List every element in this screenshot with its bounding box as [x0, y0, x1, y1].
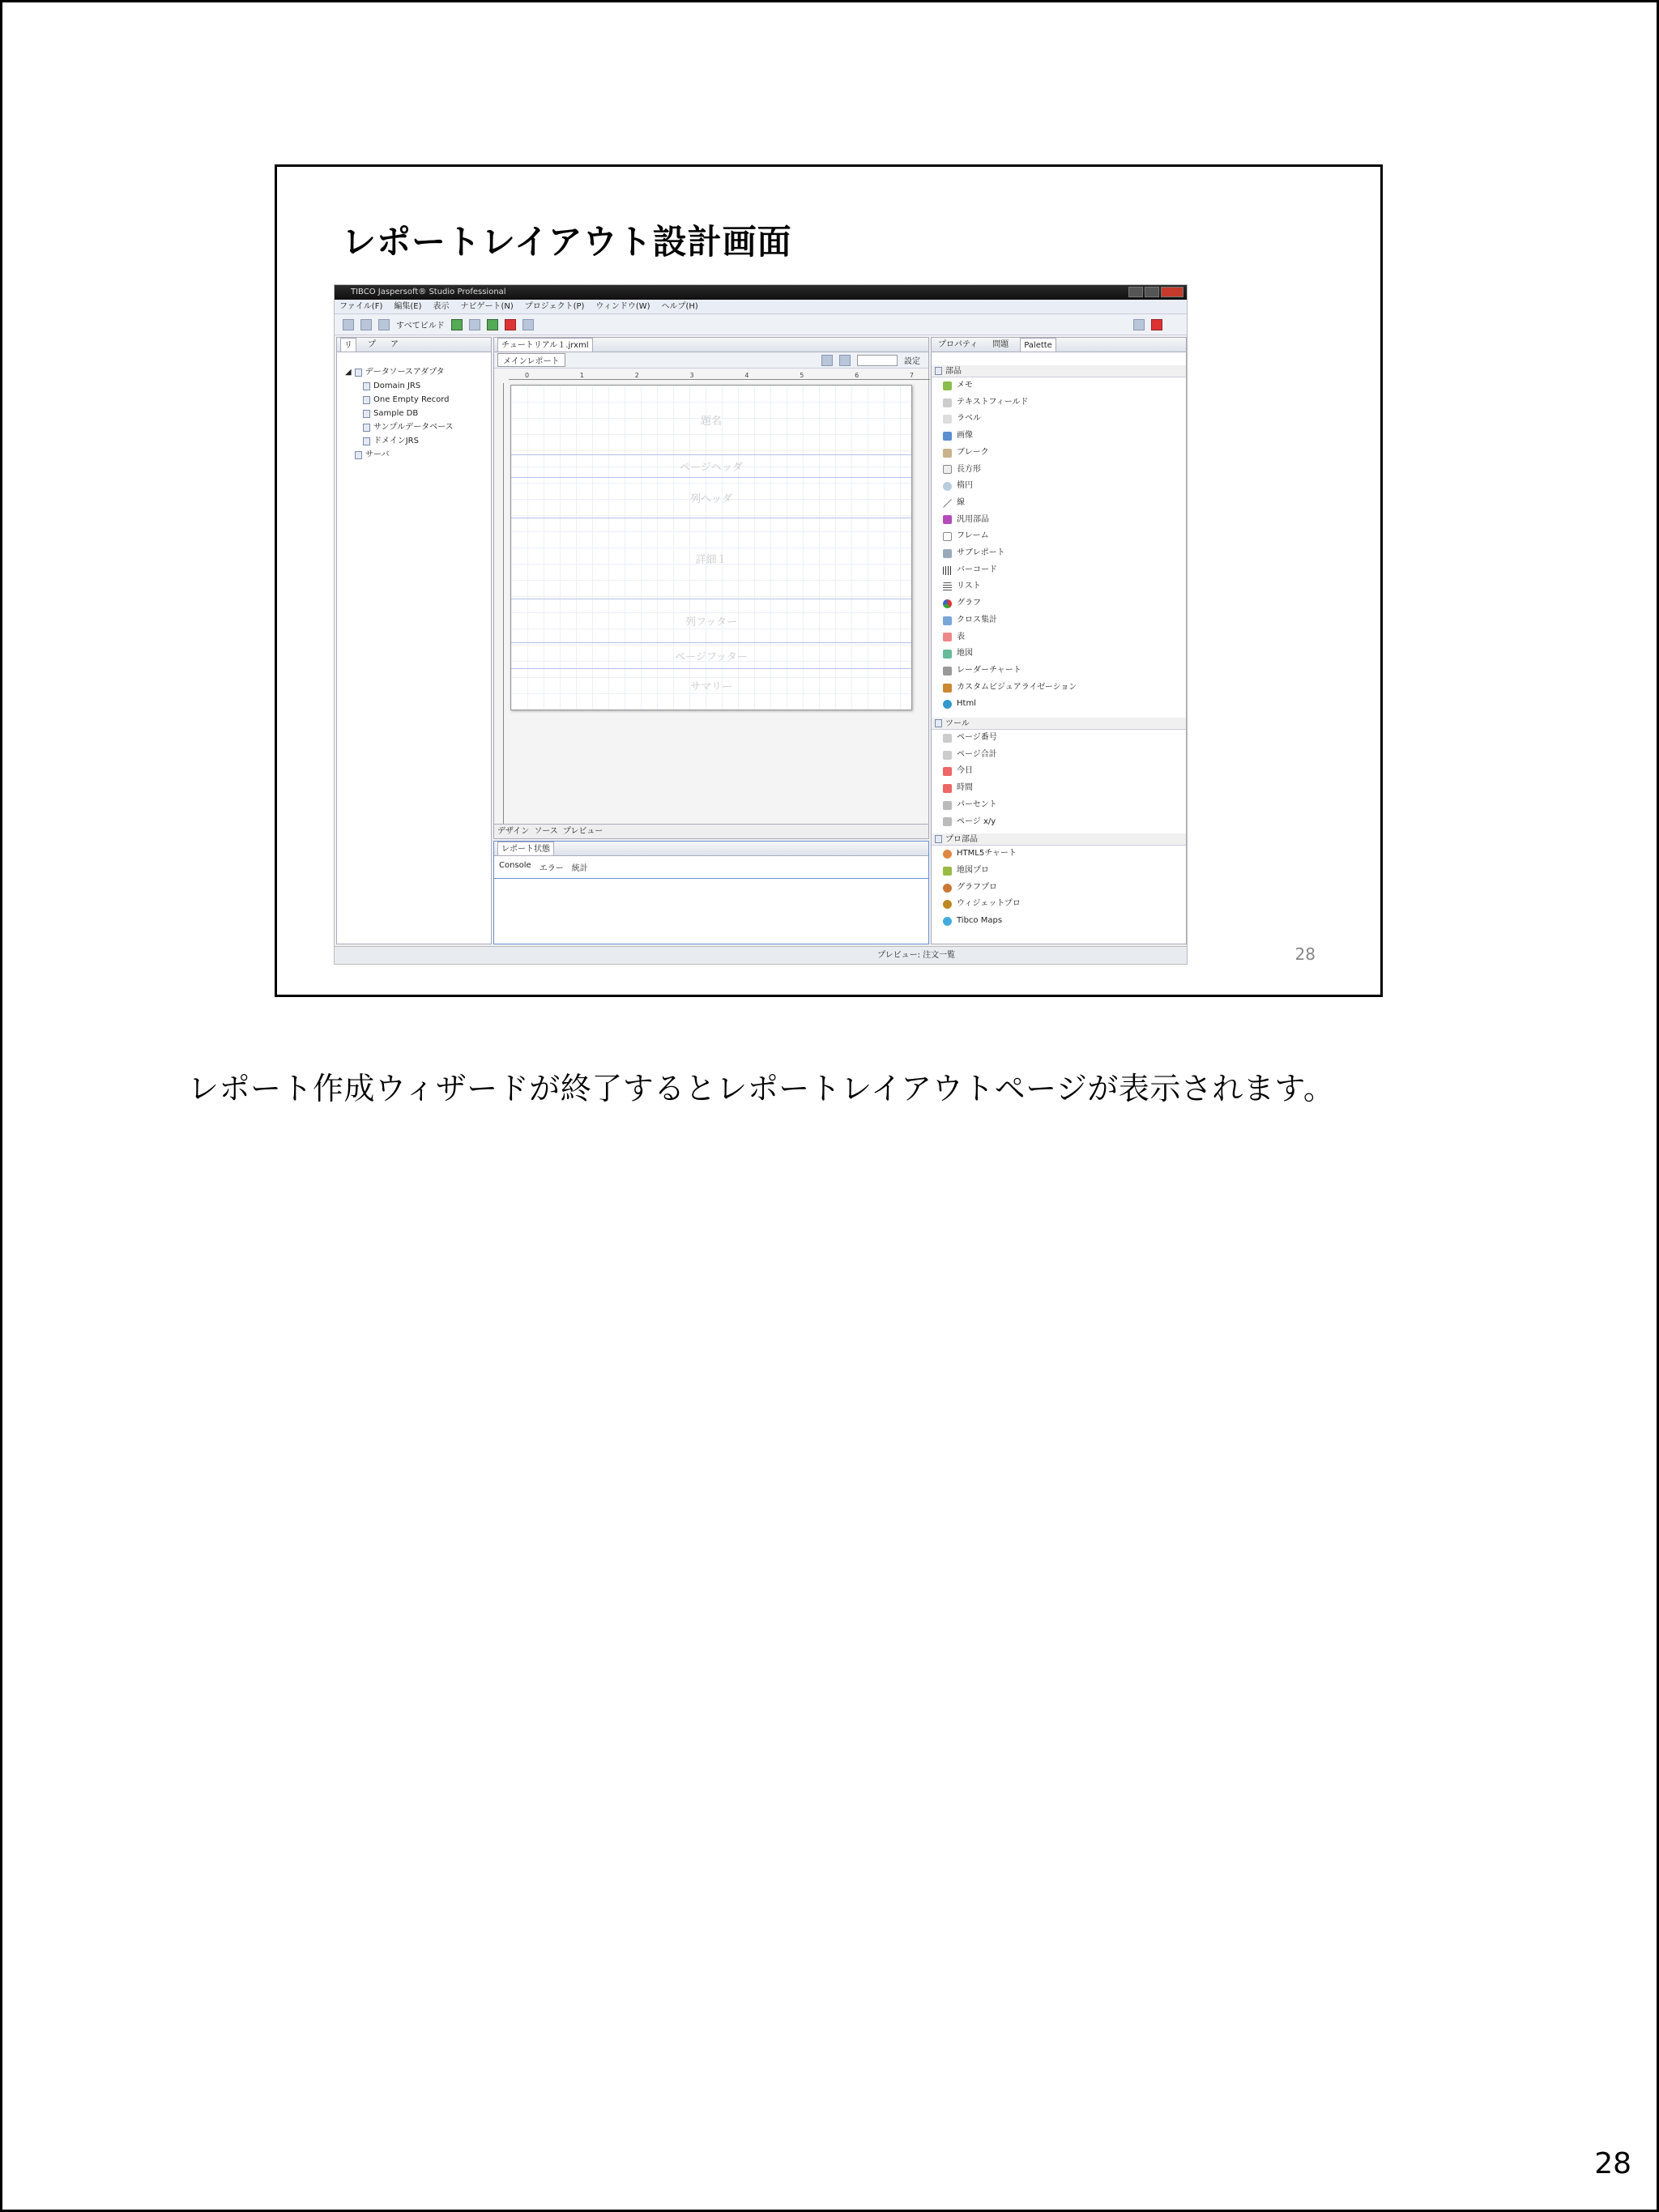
html-icon — [943, 700, 952, 709]
tab-design[interactable]: デザイン — [497, 827, 530, 836]
text-field-icon — [943, 399, 952, 407]
app-screenshot — [334, 284, 1188, 965]
tree-item-sample-database[interactable]: サンプルデータベース — [345, 420, 483, 434]
palette-item-time[interactable]: 時間 — [943, 780, 1186, 797]
expand-arrow-icon[interactable]: ◢ — [345, 368, 352, 377]
perspective-icon[interactable] — [1133, 319, 1145, 330]
palette-item-text-field[interactable]: テキストフィールド — [943, 394, 1186, 411]
subreport-icon — [943, 549, 952, 558]
table-icon — [943, 633, 952, 641]
palette-item-page-total[interactable]: ページ合計 — [943, 747, 1186, 764]
band-detail[interactable]: 詳細１ — [511, 518, 911, 599]
palette-pro-list — [932, 846, 1186, 930]
console-tabs — [494, 856, 928, 879]
band-column-header[interactable]: 列ヘッダ — [511, 478, 911, 518]
caption: レポート作成ウィザードが終了するとレポートレイアウトページが表示されます。 — [188, 1071, 1335, 1106]
palette-item-subreport[interactable]: サブレポート — [943, 545, 1186, 562]
break-icon — [943, 449, 952, 458]
palette-item-barcode[interactable]: バーコード — [943, 562, 1186, 579]
tree-item-one-empty-record[interactable]: One Empty Record — [345, 393, 483, 407]
report-design-page[interactable] — [510, 385, 912, 710]
tab-preview[interactable]: プレビュー — [562, 827, 603, 836]
zoom-out-icon[interactable] — [839, 355, 851, 366]
palette-item-page-xy[interactable]: ページ x/y — [943, 814, 1186, 831]
palette-toolbar — [932, 352, 1186, 365]
palette-elements-list — [932, 377, 1186, 713]
widget-pro-icon — [943, 900, 952, 909]
folder-icon — [355, 369, 362, 377]
menu-project[interactable]: プロジェクト(P) — [524, 302, 585, 311]
status-bar — [335, 946, 1187, 964]
palette-item-html[interactable]: Html — [943, 696, 1186, 713]
maximize-icon[interactable] — [1145, 287, 1159, 297]
band-page-footer[interactable]: ページフッター — [511, 643, 911, 669]
tab-source[interactable]: ソース — [534, 827, 558, 836]
palette-item-today[interactable]: 今日 — [943, 763, 1186, 780]
tree-item-data-adapters[interactable]: ◢ データソースアダプタ — [345, 365, 483, 379]
tree-item-server[interactable]: サーバ — [345, 448, 483, 462]
tab-project[interactable]: プ — [368, 340, 376, 349]
barcode-icon — [943, 566, 952, 575]
list-icon — [943, 582, 952, 591]
horizontal-ruler: 0 1 2 3 4 5 6 7 — [509, 372, 930, 380]
page-number: 28 — [1594, 2147, 1631, 2180]
palette-tools-list — [932, 730, 1186, 830]
report-state-panel — [493, 841, 929, 944]
palette-item-chart-pro[interactable]: グラフプロ — [943, 880, 1186, 897]
debug-icon[interactable] — [505, 319, 516, 330]
palette-item-crosstab[interactable]: クロス集計 — [943, 612, 1186, 629]
image-icon — [943, 432, 952, 441]
window-title: TIBCO Jaspersoft® Studio Professional — [351, 288, 506, 296]
palette-panel — [931, 337, 1187, 944]
memo-icon — [943, 381, 952, 390]
tab-properties[interactable]: プロパティ — [938, 340, 979, 349]
palette-item-radar-chart[interactable]: レーダーチャート — [943, 663, 1186, 680]
palette-item-break[interactable]: ブレーク — [943, 445, 1186, 462]
tree-item-domain-jrs-ja[interactable]: ドメインJRS — [345, 434, 483, 448]
build-all-button[interactable]: すべてビルド — [396, 322, 445, 330]
crosstab-icon — [943, 616, 952, 625]
adapter-icon — [363, 396, 370, 404]
zoom-combo[interactable] — [857, 355, 898, 366]
tab-problems[interactable]: 問題 — [992, 340, 1009, 349]
generic-element-icon — [943, 515, 952, 524]
palette-item-rectangle[interactable]: 長方形 — [943, 462, 1186, 479]
band-page-header[interactable]: ページヘッダ — [511, 455, 911, 478]
page-number-icon — [943, 734, 952, 743]
menu-window[interactable]: ウィンドウ(W) — [595, 302, 650, 311]
band-column-footer[interactable]: 列フッター — [511, 599, 911, 643]
palette-item-image[interactable]: 画像 — [943, 428, 1186, 445]
tab-tutorial-jrxml[interactable]: チュートリアル１.jrxml — [497, 338, 593, 352]
palette-item-map-pro[interactable]: 地図プロ — [943, 863, 1186, 880]
radar-chart-icon — [943, 667, 952, 676]
report-icon[interactable] — [469, 319, 480, 330]
save-icon[interactable] — [360, 319, 372, 330]
jaspersoft-perspective-icon[interactable] — [1151, 319, 1162, 330]
palette-section-pro[interactable]: プロ部品 — [932, 833, 1186, 846]
repository-tree — [337, 360, 491, 467]
palette-item-percent[interactable]: パーセント — [943, 797, 1186, 814]
rectangle-icon — [943, 465, 952, 474]
line-icon — [943, 499, 952, 508]
menu-view[interactable]: 表示 — [433, 302, 450, 311]
tab-repository[interactable]: リ — [340, 338, 356, 352]
tab-outline[interactable]: ア — [390, 340, 399, 349]
design-tabs — [494, 824, 928, 838]
menu-edit[interactable]: 編集(E) — [394, 302, 422, 311]
repository-panel — [336, 337, 492, 944]
tab-report-state[interactable]: レポート状態 — [497, 842, 554, 855]
main-report-button[interactable]: メインレポート — [497, 353, 565, 367]
database-icon — [363, 410, 370, 418]
collapse-icon — [935, 835, 942, 843]
calendar-icon — [943, 767, 952, 776]
palette-item-page-number[interactable]: ページ番号 — [943, 730, 1186, 747]
palette-item-map[interactable]: 地図 — [943, 646, 1186, 663]
palette-item-chart[interactable]: グラフ — [943, 595, 1186, 612]
publish-icon[interactable] — [522, 319, 534, 330]
tree-item-sample-db[interactable]: Sample DB — [345, 407, 483, 420]
palette-item-html5-chart[interactable]: HTML5チャート — [943, 846, 1186, 863]
settings-button[interactable]: 設定 — [904, 357, 920, 366]
new-file-icon[interactable] — [343, 319, 354, 330]
right-tabs — [932, 338, 1186, 352]
menu-navigate[interactable]: ナビゲート(N) — [460, 302, 514, 311]
editor-panel — [493, 337, 929, 839]
save-all-icon[interactable] — [378, 319, 390, 330]
adapter-icon — [363, 382, 370, 390]
palette-item-custom-visualization[interactable]: カスタムビジュアライゼーション — [943, 680, 1186, 697]
server-icon — [355, 451, 362, 459]
custom-visualization-icon — [943, 684, 952, 693]
vertical-ruler — [496, 383, 504, 837]
palette-item-generic[interactable]: 汎用部品 — [943, 512, 1186, 529]
tibco-maps-icon — [943, 917, 952, 926]
palette-item-line[interactable]: 線 — [943, 495, 1186, 512]
adapter-icon — [363, 437, 370, 445]
html5-chart-icon — [943, 850, 952, 859]
page-total-icon — [943, 751, 952, 760]
palette-item-list[interactable]: リスト — [943, 578, 1186, 595]
palette-section-tools[interactable]: ツール — [932, 718, 1186, 730]
collapse-icon — [935, 367, 942, 375]
map-icon — [943, 650, 952, 658]
tab-stats[interactable]: 統計 — [571, 864, 588, 873]
band-summary[interactable]: サマリー — [689, 680, 732, 693]
tab-palette[interactable]: Palette — [1020, 338, 1056, 352]
slide-number: 28 — [1294, 944, 1316, 964]
map-pro-icon — [943, 867, 952, 876]
report-state-tabs — [494, 842, 928, 856]
run-icon[interactable] — [451, 319, 463, 330]
palette-item-table[interactable]: 表 — [943, 629, 1186, 646]
window-titlebar — [335, 285, 1187, 300]
tab-console[interactable]: Console — [499, 861, 531, 870]
palette-item-tibco-maps[interactable]: Tibco Maps — [943, 913, 1186, 930]
menu-help[interactable]: ヘルプ(H) — [661, 302, 698, 311]
zoom-in-icon[interactable] — [821, 355, 833, 366]
chart-icon — [943, 599, 952, 608]
toolbar — [335, 314, 1187, 335]
palette-item-widget-pro[interactable]: ウィジェットプロ — [943, 896, 1186, 913]
frame-icon — [943, 532, 952, 541]
menu-bar — [335, 300, 1187, 314]
menu-file[interactable]: ファイル(F) — [339, 302, 383, 311]
ellipse-icon — [943, 482, 952, 491]
minimize-icon[interactable] — [1128, 287, 1143, 297]
percent-icon — [943, 801, 952, 810]
palette-item-label[interactable]: ラベル — [943, 411, 1186, 428]
page-xy-icon — [943, 817, 952, 826]
slide — [275, 164, 1383, 997]
window-controls — [1128, 287, 1183, 297]
left-tabs — [337, 338, 491, 352]
chart-pro-icon — [943, 884, 952, 893]
slide-title: レポートレイアウト設計画面 — [342, 222, 792, 262]
clock-icon — [943, 784, 952, 793]
collapse-icon — [935, 719, 942, 727]
palette-item-frame[interactable]: フレーム — [943, 528, 1186, 545]
label-icon — [943, 415, 952, 424]
database-icon — [363, 424, 370, 432]
close-icon[interactable] — [1161, 287, 1183, 297]
palette-item-memo[interactable]: メモ — [943, 377, 1186, 394]
palette-section-elements[interactable]: 部品 — [932, 365, 1186, 377]
editor-toolbar — [494, 352, 928, 369]
palette-item-ellipse[interactable]: 楕円 — [943, 478, 1186, 495]
tab-errors[interactable]: エラー — [539, 864, 564, 873]
tree-item-domain-jrs[interactable]: Domain JRS — [345, 379, 483, 393]
status-text: プレビュー: 注文一覧 — [877, 951, 956, 960]
compile-icon[interactable] — [487, 319, 498, 330]
band-title[interactable]: 題名 — [511, 386, 911, 455]
editor-tabs — [494, 338, 928, 352]
